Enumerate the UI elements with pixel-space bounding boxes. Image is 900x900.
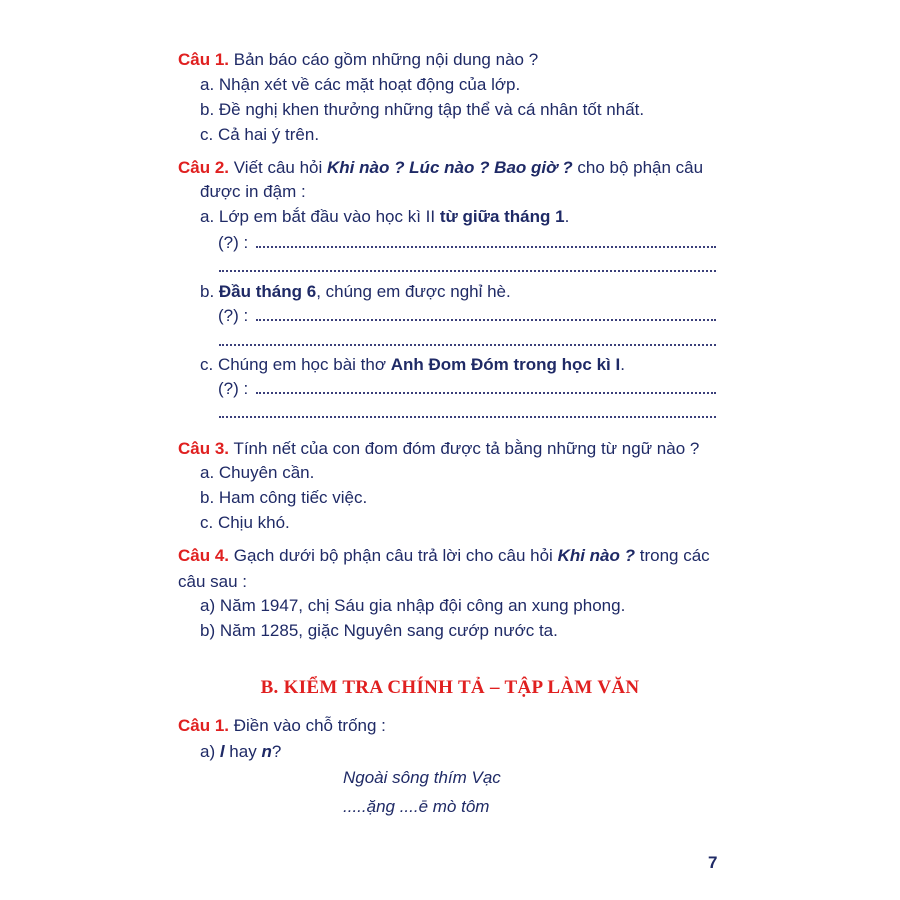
- poem-line: .....ặng ....ē mò tôm: [343, 797, 490, 816]
- answer-prompt: (?) :: [218, 379, 249, 398]
- answer-line[interactable]: [256, 244, 716, 248]
- question-text: cho bộ phận câu: [572, 158, 704, 177]
- question-2-line2: được in đậm :: [200, 182, 306, 201]
- question-text: Bản báo cáo gồm những nội dung nào ?: [229, 50, 539, 69]
- section-b-question-1: [178, 715, 386, 737]
- page-number: 7: [708, 853, 718, 872]
- question-4: [178, 545, 710, 567]
- question-label: Câu 4.: [178, 546, 230, 565]
- question-text: trong các: [635, 546, 710, 565]
- sentence-a: a) Năm 1947, chị Sáu gia nhập đội công an xung phong.: [200, 596, 626, 615]
- option-b: b. Đề nghị khen thưởng những tập thể và cá nhân tốt nhất.: [200, 100, 645, 119]
- sentence-b: b) Năm 1285, giặc Nguyên sang cướp nước ta.: [200, 621, 558, 640]
- answer-line[interactable]: [219, 268, 716, 272]
- question-label: Câu 1.: [178, 716, 230, 735]
- question-label: Câu 2.: [178, 158, 230, 177]
- question-text-emphasis: Khi nào ? Lúc nào ? Bao giờ ?: [327, 158, 573, 177]
- option-c: c. Chịu khó.: [200, 513, 290, 532]
- answer-prompt: (?) :: [218, 306, 249, 325]
- question-label: Câu 1.: [178, 50, 230, 69]
- poem-line: Ngoài sông thím Vạc: [343, 768, 501, 787]
- item-a: a. Lớp em bắt đầu vào học kì II từ giữa tháng 1.: [200, 207, 570, 226]
- option-b: b. Ham công tiếc việc.: [200, 488, 368, 507]
- answer-line[interactable]: [219, 342, 716, 346]
- question-text: Điền vào chỗ trống :: [229, 716, 386, 735]
- question-4-line2: câu sau :: [178, 572, 247, 591]
- option-a: a. Nhận xét về các mặt hoạt động của lớp.: [200, 75, 521, 94]
- section-title: B. KIỂM TRA CHÍNH TẢ – TẬP LÀM VĂN: [260, 677, 640, 698]
- question-1: [178, 49, 538, 71]
- answer-line[interactable]: [219, 414, 716, 418]
- exercise-a: a) l hay n?: [200, 742, 282, 761]
- question-label: Câu 3.: [178, 439, 230, 458]
- option-a: a. Chuyên cần.: [200, 463, 315, 482]
- option-c: c. Cả hai ý trên.: [200, 125, 320, 144]
- question-2: [178, 157, 703, 179]
- question-text-emphasis: Khi nào ?: [557, 546, 636, 565]
- question-3: [178, 438, 699, 460]
- answer-line[interactable]: [256, 317, 716, 321]
- question-text: Tính nết của con đom đóm được tả bằng những từ ngữ nào ?: [229, 439, 700, 458]
- item-b: b. Đầu tháng 6, chúng em được nghỉ hè.: [200, 282, 511, 301]
- question-text: Viết câu hỏi: [229, 158, 328, 177]
- answer-prompt: (?) :: [218, 233, 249, 252]
- question-text: Gạch dưới bộ phận câu trả lời cho câu hỏi: [229, 546, 558, 565]
- item-c: c. Chúng em học bài thơ Anh Đom Đóm trong học kì I.: [200, 355, 625, 374]
- answer-line[interactable]: [256, 390, 716, 394]
